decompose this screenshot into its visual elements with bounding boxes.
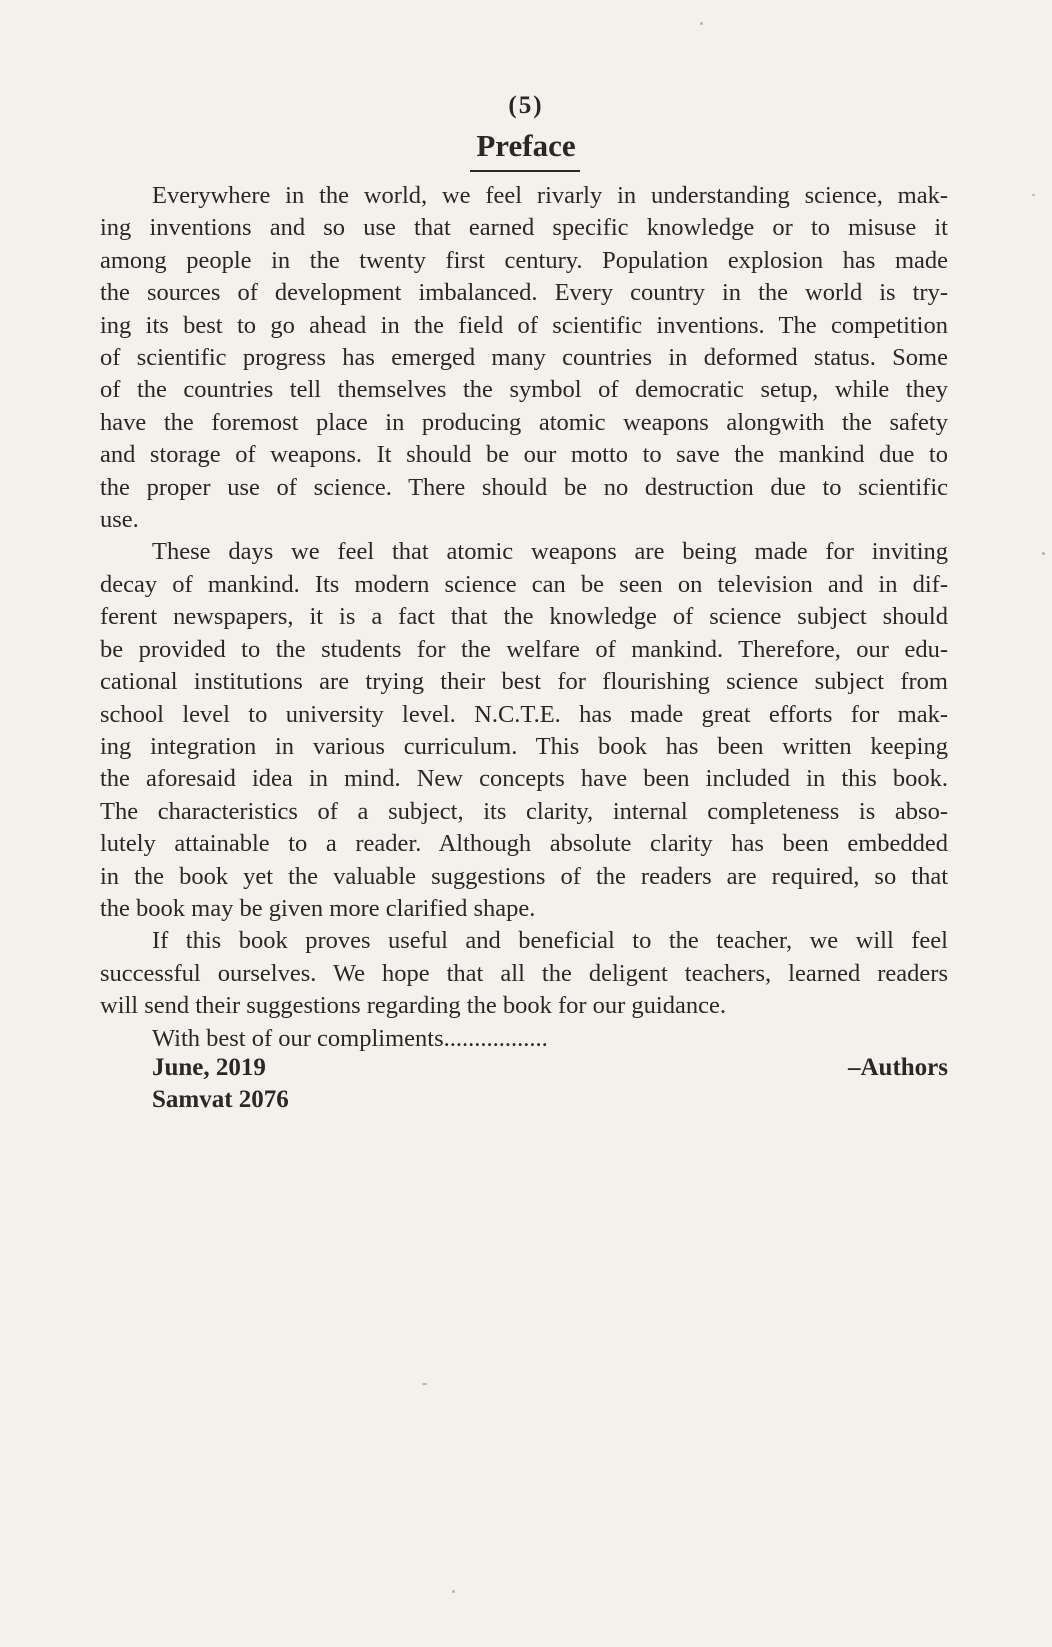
page-title: Preface bbox=[476, 128, 576, 163]
text-line: With best of our compliments................. bbox=[152, 1024, 548, 1052]
paper-speck bbox=[422, 1383, 427, 1385]
text-line: successful ourselves. We hope that all the deligent teachers, learned readers bbox=[100, 959, 948, 987]
text-line: school level to university level. N.C.T.E. has made great efforts for mak- bbox=[100, 700, 948, 728]
signature-authors: –Authors bbox=[847, 1054, 948, 1081]
text-line: have the foremost place in producing atomic weapons alongwith the safety bbox=[100, 408, 948, 436]
paper-speck bbox=[452, 1590, 455, 1593]
signature-block bbox=[152, 1052, 948, 1117]
signature-date: June, 2019 bbox=[152, 1054, 266, 1081]
text-line: of scientific progress has emerged many countries in deformed status. Some bbox=[100, 344, 948, 372]
text-line: If this book proves useful and beneficial to the teacher, we will feel bbox=[152, 927, 948, 955]
text-line: These days we feel that atomic weapons are being made for inviting bbox=[152, 538, 948, 566]
paragraph bbox=[100, 536, 948, 925]
closing-line bbox=[100, 1023, 948, 1055]
text-line: cational institutions are trying their best for flourishing science subject from bbox=[100, 668, 948, 696]
page-number: (5) bbox=[508, 92, 544, 119]
text-line: the proper use of science. There should be no destruction due to scientific bbox=[100, 473, 948, 501]
text-line: be provided to the students for the welfare of mankind. Therefore, our edu- bbox=[100, 635, 948, 663]
text-line: the sources of development imbalanced. Every country in the world is try- bbox=[100, 279, 948, 307]
text-line: Everywhere in the world, we feel rivarly in understanding science, mak- bbox=[152, 182, 948, 209]
paragraph bbox=[100, 180, 948, 536]
text-line: and storage of weapons. It should be our motto to save the mankind due to bbox=[100, 441, 948, 469]
text-line: in the book yet the valuable suggestions of the readers are required, so that bbox=[100, 862, 948, 890]
title-underline bbox=[470, 170, 580, 172]
paper-speck bbox=[1032, 194, 1035, 196]
text-line: among people in the twenty first century. Population explosion has made bbox=[100, 246, 948, 274]
text-line: The characteristics of a subject, its clarity, internal completeness is abso- bbox=[100, 797, 948, 825]
paper-speck bbox=[700, 22, 703, 25]
text-line: ing integration in various curriculum. This book has been written keeping bbox=[100, 732, 948, 760]
paragraph bbox=[100, 925, 948, 1022]
text-line: the aforesaid idea in mind. New concepts have been included in this book. bbox=[100, 765, 948, 793]
text-line: ing its best to go ahead in the field of scientific inventions. The competition bbox=[100, 311, 948, 339]
text-line: the book may be given more clarified shape. bbox=[100, 894, 536, 922]
text-line: ferent newspapers, it is a fact that the knowledge of science subject should bbox=[100, 603, 948, 631]
text-line: will send their suggestions regarding the book for our guidance. bbox=[100, 992, 726, 1020]
text-line: of the countries tell themselves the symbol of democratic setup, while they bbox=[100, 376, 948, 404]
preface-body bbox=[100, 180, 948, 1055]
text-line: use. bbox=[100, 506, 139, 534]
paper-speck bbox=[1042, 552, 1045, 555]
text-line: ing inventions and so use that earned specific knowledge or to misuse it bbox=[100, 214, 948, 242]
signature-samvat: Samvat 2076 bbox=[152, 1086, 289, 1114]
text-line: lutely attainable to a reader. Although absolute clarity has been embedded bbox=[100, 830, 948, 858]
text-line: decay of mankind. Its modern science can be seen on television and in dif- bbox=[100, 570, 948, 598]
